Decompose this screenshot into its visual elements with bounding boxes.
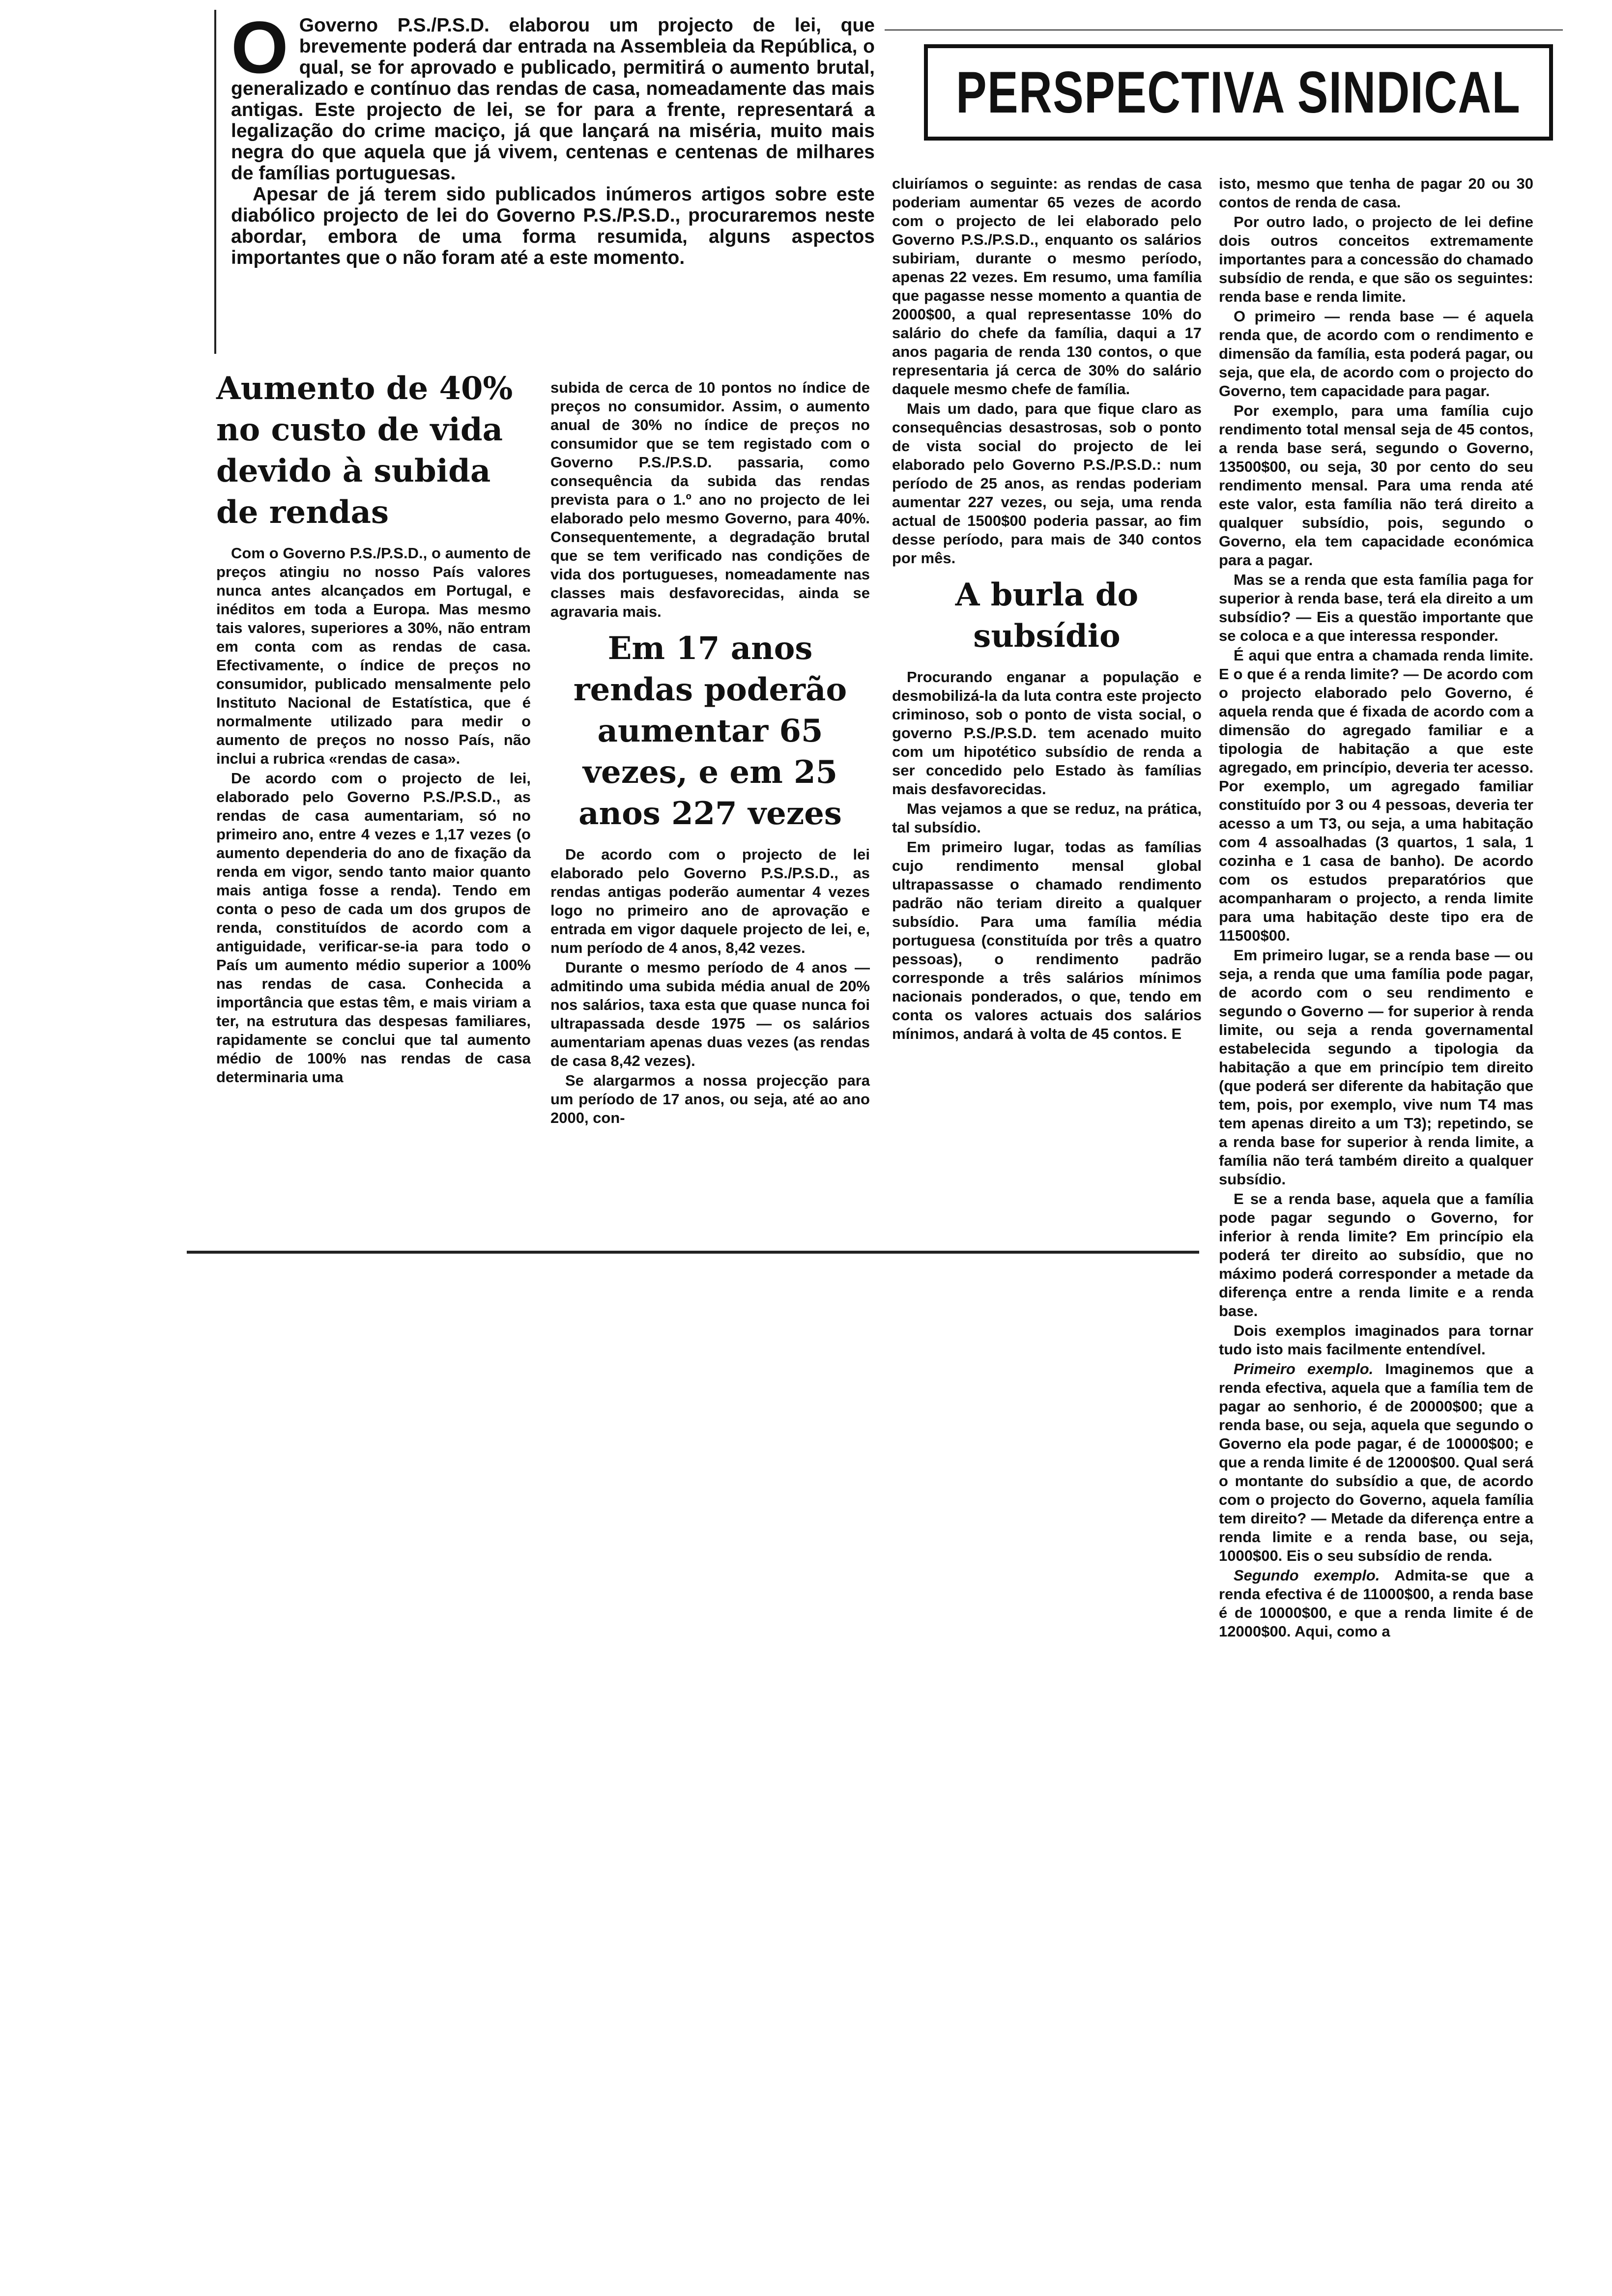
column-4-paragraph: isto, mesmo que tenha de pagar 20 ou 30 contos de renda de casa. bbox=[1219, 175, 1533, 211]
columns-bottom-rule bbox=[187, 1251, 1199, 1254]
column-1-paragraph: De acordo com o projecto de lei, elaborado pelo Governo P.S./P.S.D., as rendas de casa aumentariam, só no primeiro ano, entre 4 vezes e 1,17 vezes (o aumento dependeria do ano de fixação da renda em vigor, sendo tanto maior quanto mais antiga fosse a renda). Tendo em conta o peso de cada um dos grupos de renda, constituídos de acordo com a antiguidade, verificar-se-ia para todo o País um aumento médio superior a 100% nas rendas de casa. Conhecida a importância que estas têm, e mais viriam a ter, na estrutura das despesas familiares, rapidamente se conclui que tal aumento médio de 100% nas rendas de casa determinaria uma bbox=[216, 770, 531, 1086]
column-4-paragraph bbox=[1219, 1566, 1533, 1641]
column-1-heading: Aumento de 40% no custo de vida devido à subida de rendas bbox=[216, 370, 513, 531]
column-4-paragraph: O primeiro — renda base — é aquela renda que, de acordo com o rendimento e dimensão da família, esta poderá pagar, ou seja, que ela, de acordo com o projecto do Governo, tem capacidade para pagar. bbox=[1219, 308, 1533, 400]
intro-block bbox=[231, 6, 875, 268]
column-2-paragraph: subida de cerca de 10 pontos no índice de preços no consumidor. Assim, o aumento anual de 30% no índice de preços no consumidor que se tem registado com o Governo P.S./P.S.D. passaria, como consequência da subida das rendas prevista para o 1.º ano no projecto de lei elaborado pelo mesmo Governo, para 40%. Consequentemente, a degradação brutal que se tem verificado nas condições de vida dos portugueses, nomeadamente nas classes mais desfavorecidas, ainda se agravaria mais. bbox=[550, 379, 870, 620]
banner-top-rule bbox=[885, 29, 1563, 30]
column-4-paragraph bbox=[1219, 1360, 1533, 1565]
section-banner bbox=[924, 44, 1553, 141]
column-4-paragraph: Por outro lado, o projecto de lei define dois outros conceitos extremamente importantes para a concessão do chamado subsídio de renda, e que são os seguintes: renda base e renda limite. bbox=[1219, 213, 1533, 305]
intro-left-rule bbox=[214, 10, 216, 354]
column-4-paragraph: Em primeiro lugar, se a renda base — ou seja, a renda que uma família pode pagar, de acordo com o seu rendimento e segundo o Governo — for superior à renda limite, ou seja a renda governamental estabelecida segundo a tipologia da habitação a que em princípio tem direito (que poderá ser diferente da habitação que tem, pois, por exemplo, vive num T4 mas tem apenas direito a um T3); repetindo, se a renda base for superior à renda limite, a família não terá também direito a qualquer subsídio. bbox=[1219, 947, 1533, 1188]
column-3-paragraph: Mais um dado, para que fique claro as consequências desastrosas, sob o ponto de vista social do projecto de lei elaborado pelo Governo P.S./P.S.D.: num período de 25 anos, as rendas poderiam aumentar 227 vezes, ou seja, uma renda actual de 1500$00 poderia passar, ao fim desse período, para mais de 340 contos por mês. bbox=[892, 400, 1202, 567]
column-2-heading: Em 17 anos rendas poderão aumentar 65 vezes, e em 25 anos 227 vezes bbox=[573, 630, 847, 832]
column-4-paragraph: Mas se a renda que esta família paga for superior à renda base, terá ela direito a um subsídio? — Eis a questão importante que se coloca e a que interessa responder. bbox=[1219, 571, 1533, 644]
column-2-paragraph: Durante o mesmo período de 4 anos — admitindo uma subida média anual de 20% nos salários, taxa esta que quase nunca foi ultrapassada desde 1975 — os salários aumentariam apenas duas vezes (as rendas de casa 8,42 vezes). bbox=[550, 959, 870, 1069]
example-1-label: Primeiro exemplo. bbox=[1234, 1360, 1374, 1378]
column-4-paragraph: Dois exemplos imaginados para tornar tudo isto mais facilmente entendível. bbox=[1219, 1322, 1533, 1358]
intro-paragraph-1: Governo P.S./P.S.D. elaborou um projecto de lei, que brevemente poderá dar entrada na Assembleia da República, o qual, se for aprovado e publicado, permitirá o aumento brutal, generalizado e contínuo das rendas de casa, nomeadamente das mais antigas. Este projecto de lei, se for para a frente, representará a legalização do crime maciço, já que lançará na miséria, muito mais negra do que aquela que já vivem, centenas e centenas de milhares de famílias portuguesas. bbox=[231, 15, 875, 184]
example-1-text: Imaginemos que a renda efectiva, aquela que a família tem de pagar ao senhorio, é de 20000$00; que a renda base, ou seja, aquela que segundo o Governo ela pode pagar, é de 10000$00; e que a renda limite é de 12000$00. Qual será o montante do subsídio a que, de acordo com o projecto do Governo, aquela família tem direito? — Metade da diferença entre a renda limite e a renda base, ou seja, 1000$00. Eis o seu subsídio de renda. bbox=[1219, 1360, 1533, 1564]
column-4-paragraph: É aqui que entra a chamada renda limite. E o que é a renda limite? — De acordo com o projecto elaborado pelo Governo, é aquela renda que é fixada de acordo com a dimensão do agregado familiar e a tipologia de habitação a que este agregado, em princípio, deveria ter acesso. Por exemplo, um agregado familiar constituído por 3 ou 4 pessoas, deveria ter acesso a um T3, ou seja, a uma habitação com 4 assoalhadas (3 quartos, 1 sala, 1 cozinha e 1 casa de banho). De acordo com os estudos preparatórios que acompanharam o projecto, a renda limite para uma habitação deste tipo era de 11500$00. bbox=[1219, 647, 1533, 944]
column-1 bbox=[216, 361, 531, 1088]
column-3 bbox=[892, 174, 1202, 1044]
column-1-paragraph: Com o Governo P.S./P.S.D., o aumento de preços atingiu no nosso País valores nunca antes alcançados em Portugal, e inéditos em toda a Europa. Mas mesmo tais valores, superiores a 30%, não entram em conta com as rendas de casa. Efectivamente, o índice de preços no consumidor, publicado mensalmente pelo Instituto Nacional de Estatística, que é normalmente utilizado para medir o aumento de preços no nosso País, não inclui a rubrica «rendas de casa». bbox=[216, 545, 531, 767]
column-4 bbox=[1219, 174, 1533, 1642]
column-2-paragraph: Se alargarmos a nossa projecção para um período de 17 anos, ou seja, até ao ano 2000, con- bbox=[550, 1072, 870, 1126]
column-2 bbox=[550, 378, 870, 1128]
column-3-paragraph: Mas vejamos a que se reduz, na prática, tal subsídio. bbox=[892, 800, 1202, 836]
column-3-paragraph: Procurando enganar a população e desmobilizá-la da luta contra este projecto criminoso, sob o ponto de vista social, o governo P.S./P.S.D. tem acenado muito com um hipotético subsídio de renda a ser concedido pelo Estado às famílias mais desfavorecidas. bbox=[892, 668, 1202, 798]
column-2-paragraph: De acordo com o projecto de lei elaborado pelo Governo P.S./P.S.D., as rendas antigas poderão aumentar 4 vezes logo no primeiro ano de aprovação e entrada em vigor daquele projecto de lei, e, num período de 4 anos, 8,42 vezes. bbox=[550, 846, 870, 956]
drop-cap: O bbox=[231, 6, 288, 88]
column-4-paragraph: E se a renda base, aquela que a família pode pagar segundo o Governo, for inferior à renda limite? Em princípio ela poderá ter direito ao subsídio, que no máximo poderá corresponder a metade da diferença entre a renda limite e a renda base. bbox=[1219, 1190, 1533, 1320]
intro-paragraph-2: Apesar de já terem sido publicados inúmeros artigos sobre este diabólico projecto de lei do Governo P.S./P.S.D., procuraremos neste abordar, embora de uma forma resumida, alguns aspectos importantes que o não foram até a este momento. bbox=[231, 184, 875, 268]
example-2-label: Segundo exemplo. bbox=[1234, 1567, 1380, 1584]
banner-title: PERSPECTIVA SINDICAL bbox=[956, 59, 1521, 125]
example-2-text: Admita-se que a renda efectiva é de 11000$00, a renda base é de 10000$00, e que a renda limite é de 12000$00. Aqui, como a bbox=[1219, 1567, 1533, 1640]
column-3-paragraph: Em primeiro lugar, todas as famílias cujo rendimento mensal global ultrapassasse o chamado rendimento padrão não teriam direito a qualquer subsídio. Para uma família média portuguesa (constituída por três a quatro pessoas), o rendimento padrão corresponde a três salários mínimos nacionais ponderados, o que, tendo em conta os valores actuais dos salários mínimos, andará à volta de 45 contos. E bbox=[892, 838, 1202, 1042]
column-3-paragraph: cluiríamos o seguinte: as rendas de casa poderiam aumentar 65 vezes de acordo com o projecto de lei elaborado pelo Governo P.S./P.S.D., enquanto os salários subiriam, durante o mesmo período, apenas 22 vezes. Em resumo, uma família que pagasse nesse momento a quantia de 2000$00, a qual representasse 10% do salário do chefe da família, daqui a 17 anos pagaria de renda 130 contos, o que representaria já cerca de 30% do salário daquele mesmo chefe de família. bbox=[892, 175, 1202, 398]
column-3-heading: A burla do subsídio bbox=[955, 576, 1139, 655]
column-4-paragraph: Por exemplo, para uma família cujo rendimento total mensal seja de 45 contos, a renda base será, segundo o Governo, 13500$00, ou seja, 30 por cento do seu rendimento mensal. Para uma renda até este valor, esta família não terá direito a qualquer subsídio, pois, segundo o Governo, ela tem capacidade económica para a pagar. bbox=[1219, 402, 1533, 569]
